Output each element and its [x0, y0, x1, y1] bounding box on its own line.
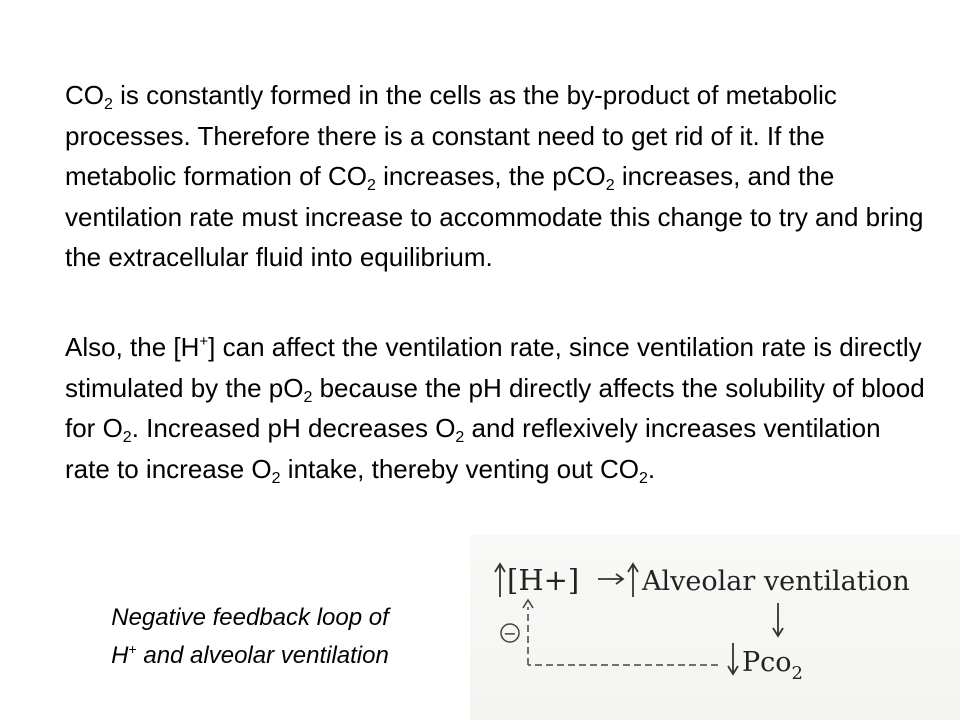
alveolar-ventilation-label: Alveolar ventilation	[642, 566, 910, 597]
text-run: .	[647, 453, 656, 484]
pco2-text: Pco	[742, 647, 792, 678]
subscript: 2	[639, 469, 648, 487]
caption-line-1: Negative feedback loop of	[111, 604, 389, 631]
right-arrow-icon	[598, 574, 623, 584]
feedback-loop-svg	[470, 535, 960, 720]
text-run: intake, thereby venting out CO	[280, 453, 639, 484]
superscript: +	[199, 333, 209, 350]
inhibition-minus-icon	[501, 624, 519, 643]
subscript: 2	[122, 429, 132, 446]
text-run: Also, the [H	[65, 332, 200, 362]
feedback-loop-diagram	[470, 535, 960, 720]
paragraph-h-ion-effect	[65, 327, 925, 489]
subscript: 2	[791, 663, 803, 684]
feedback-dashed-line	[528, 607, 718, 665]
pco2-label	[742, 647, 803, 684]
down-arrow-icon	[773, 603, 783, 636]
paragraph-co2-formation	[65, 75, 925, 278]
up-arrow-icon	[628, 564, 638, 597]
up-arrow-icon	[495, 564, 505, 597]
text-run: increases, and the ventilation rate must increase to accommodate this change to try and bring the extracellular fluid into equilibrium.	[65, 161, 924, 272]
text-run: and alveolar ventilation	[136, 642, 389, 669]
h-ion-label: [H+]	[507, 563, 580, 597]
subscript: 2	[104, 96, 113, 113]
text-run: CO	[65, 80, 104, 110]
down-arrow-icon	[728, 643, 738, 674]
subscript: 2	[271, 469, 281, 487]
text-run: . Increased pH decreases O	[131, 413, 456, 443]
minus-sign: −	[503, 624, 517, 643]
figure-caption	[40, 599, 460, 675]
caption-line-2	[40, 637, 460, 675]
feedback-arrowhead-icon	[523, 600, 533, 608]
superscript: +	[128, 641, 137, 657]
subscript: 2	[367, 177, 376, 194]
text-run: increases, the pCO	[375, 161, 606, 191]
text-run: ] can affect the ventilation rate, since ventilation rate is directly stimulated by the pO	[65, 332, 922, 403]
subscript: 2	[605, 177, 615, 194]
text-run: H	[111, 642, 129, 669]
text-run: and reflexively increases ventilation rate to increase O	[65, 413, 881, 484]
text-run: because the pH directly affects the solubility of blood for O	[65, 372, 925, 443]
text-run: is constantly formed in the cells as the by-product of metabolic processes. Therefore there is a constant need to get rid of it. If the metabolic formation of CO	[65, 80, 837, 191]
subscript: 2	[303, 388, 313, 406]
subscript: 2	[455, 429, 465, 446]
